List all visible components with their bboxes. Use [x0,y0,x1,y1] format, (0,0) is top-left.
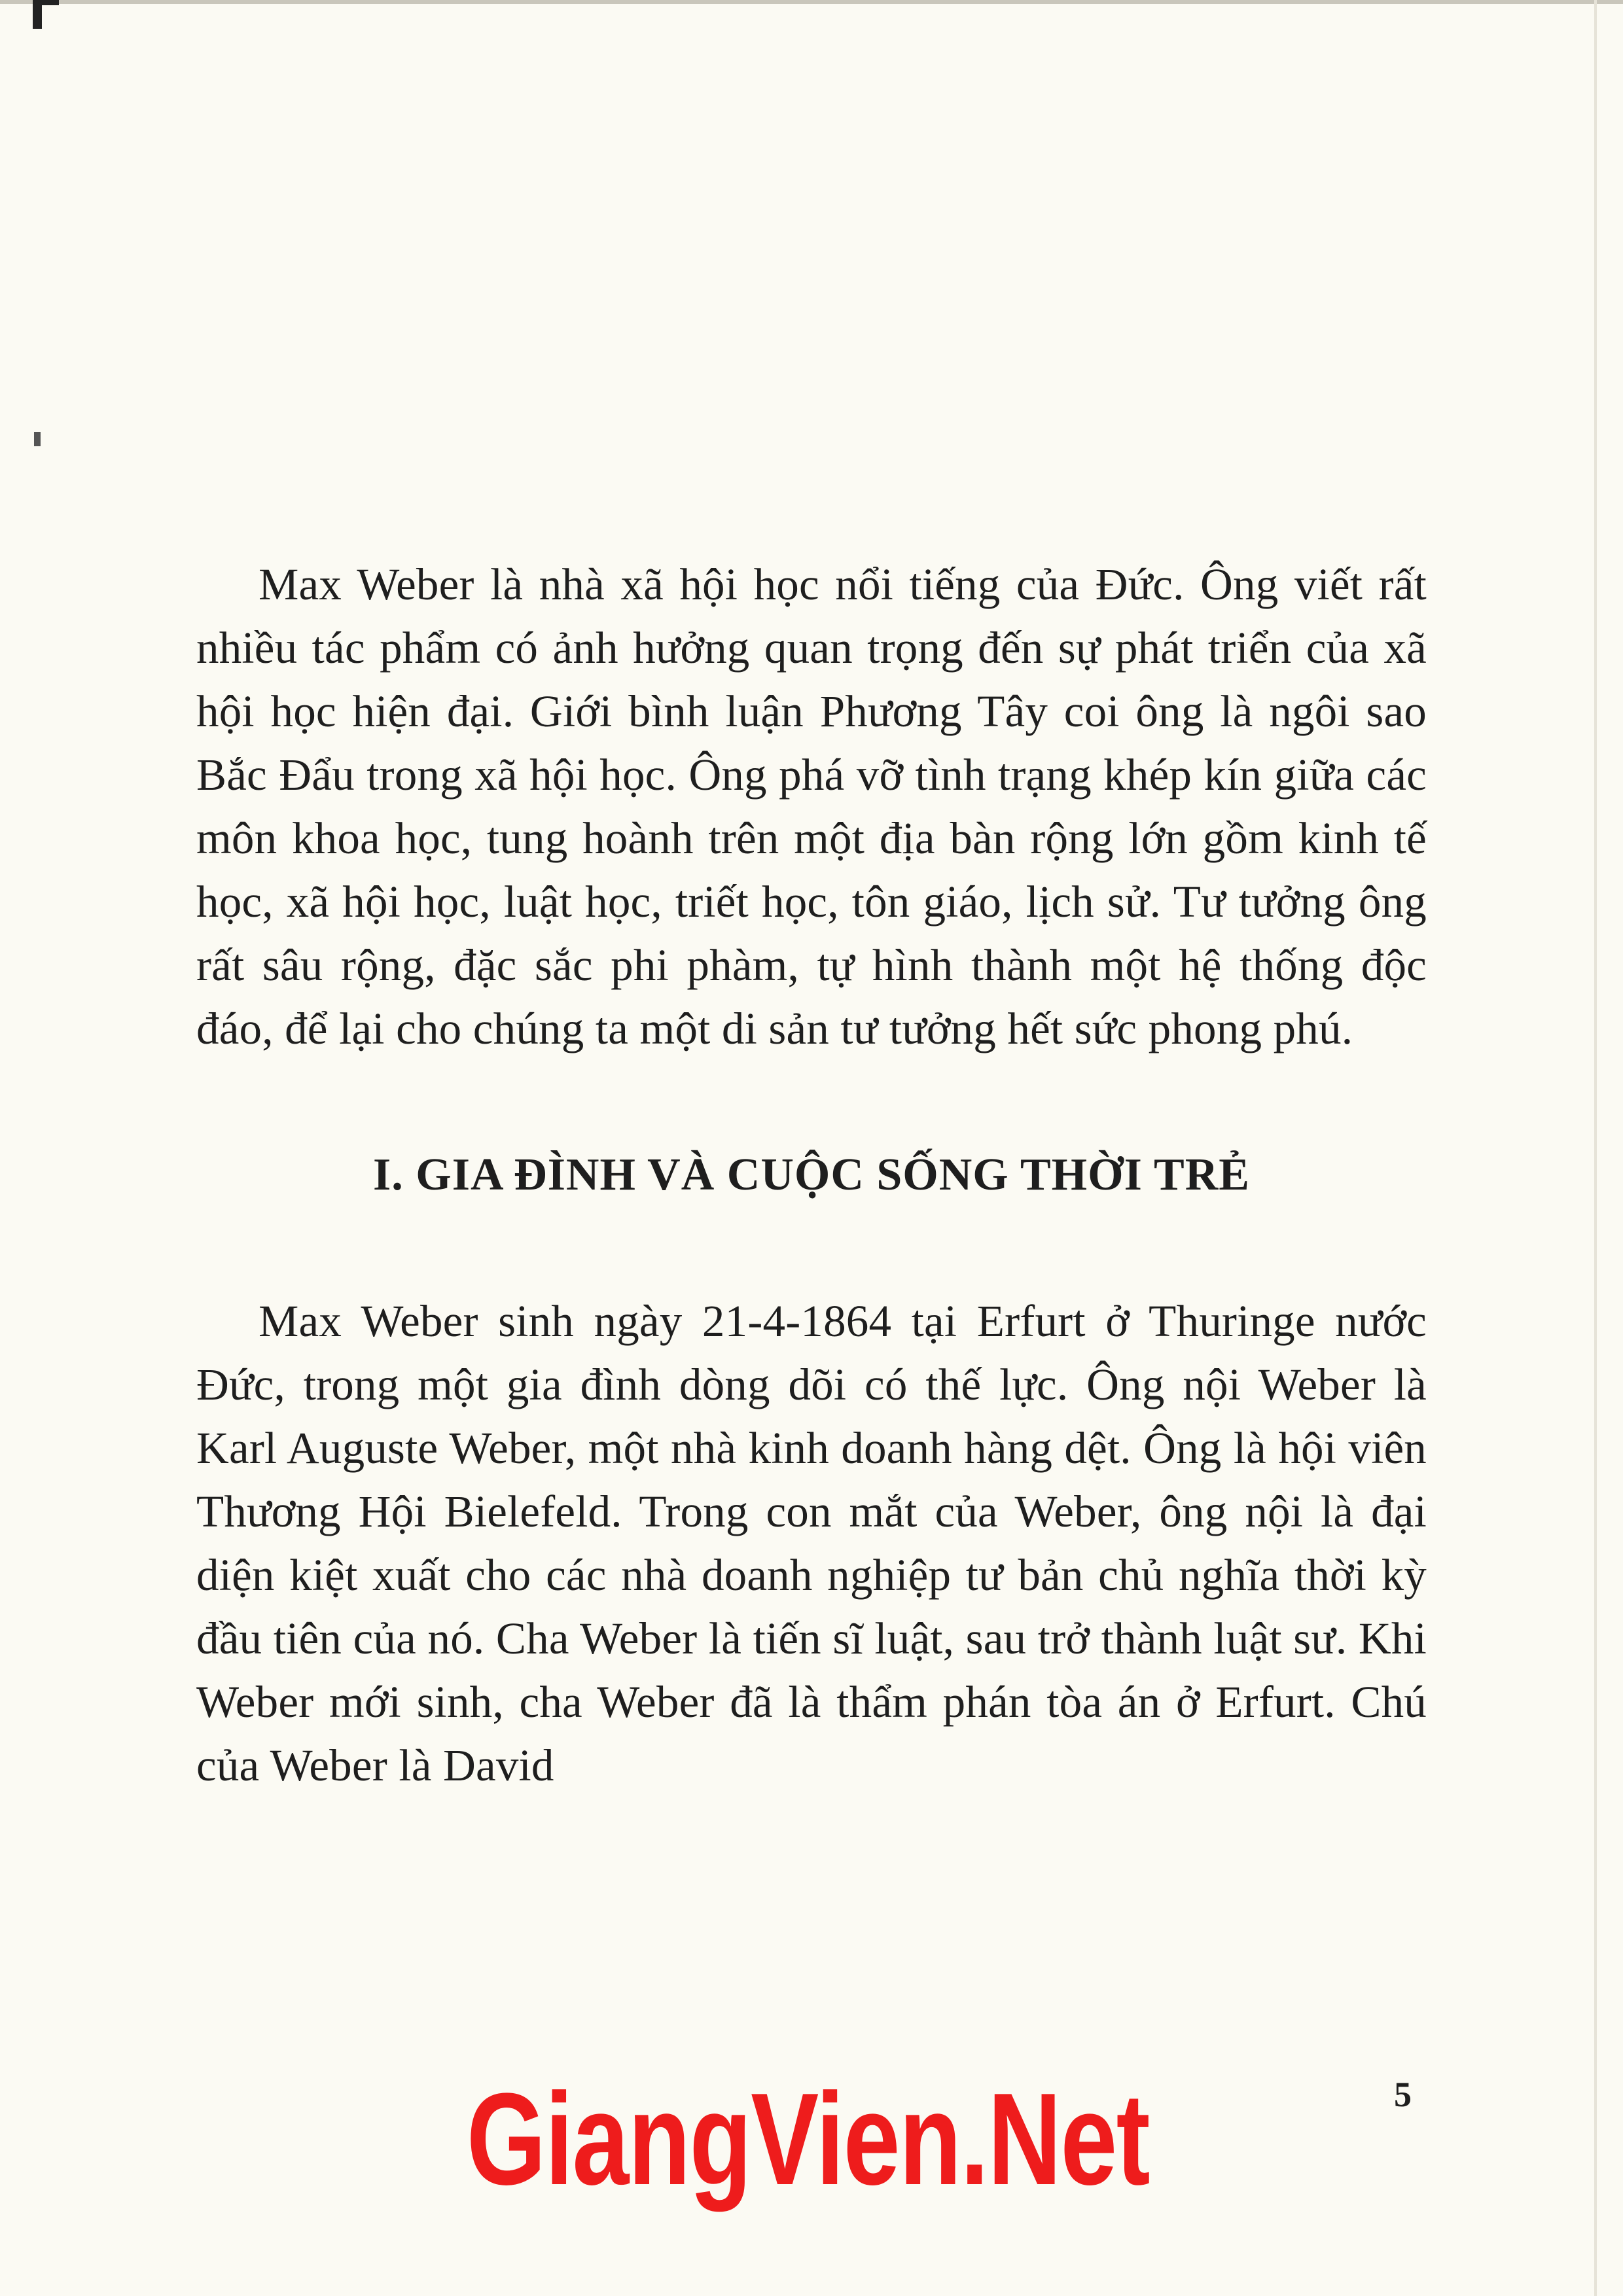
scan-corner-mark-horizontal [33,0,59,5]
page-right-edge [1594,0,1597,2296]
watermark-logo: GiangVien.Net [466,2066,1150,2212]
page-top-edge [0,0,1623,4]
reverse-side-bleed-through [196,177,1440,554]
section-heading: I. GIA ĐÌNH VÀ CUỘC SỐNG THỜI TRẺ [373,1150,1250,1200]
page-number: 5 [1394,2075,1412,2114]
page-content [196,553,1427,1797]
intro-paragraph: Max Weber là nhà xã hội học nổi tiếng của Đức. Ông viết rất nhiều tác phẩm có ảnh hưởng quan trọng đến sự phát triển của xã hội học hiện đại. Giới bình luận Phương Tây coi ông là ngôi sao Bắc Đẩu trong xã hội học. Ông phá vỡ tình trạng khép kín giữa các môn khoa học, tung hoành trên một địa bàn rộng lớn gồm kinh tế học, xã hội học, luật học, triết học, tôn giáo, lịch sử. Tư tưởng ông rất sâu rộng, đặc sắc phi phàm, tự hình thành một hệ thống độc đáo, để lại cho chúng ta một di sản tư tưởng hết sức phong phú. [196,559,1427,1053]
scan-left-tick [34,432,41,446]
section-paragraph: Max Weber sinh ngày 21-4-1864 tại Erfurt ở Thuringe nước Đức, trong một gia đình dòng dõi có thế lực. Ông nội Weber là Karl Auguste Weber, một nhà kinh doanh hàng dệt. Ông là hội viên Thương Hội Bielefeld. Trong con mắt của Weber, ông nội là đại diện kiệt xuất cho các nhà doanh nghiệp tư bản chủ nghĩa thời kỳ đầu tiên của nó. Cha Weber là tiến sĩ luật, sau trở thành luật sư. Khi Weber mới sinh, cha Weber đã là thẩm phán tòa án ở Erfurt. Chú của Weber là David [196,1296,1427,1790]
